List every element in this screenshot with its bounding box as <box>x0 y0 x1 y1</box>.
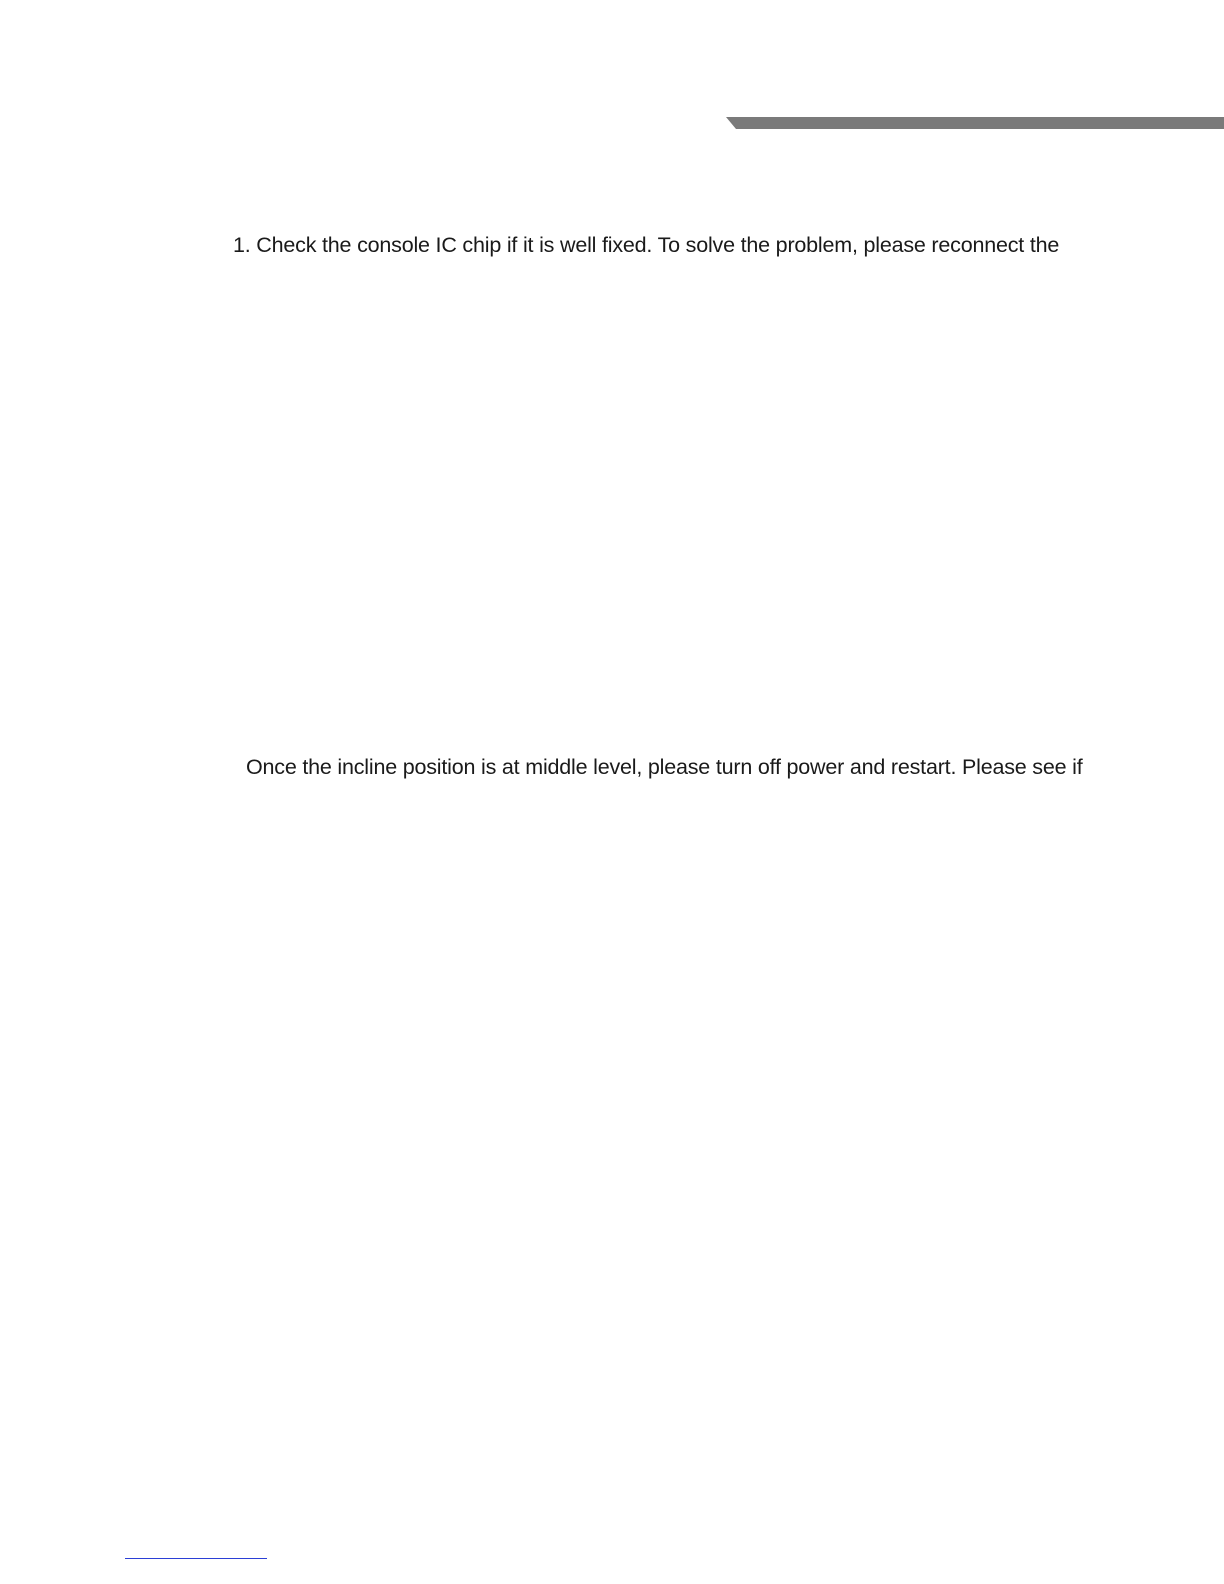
footnote-divider <box>125 1558 267 1559</box>
header-bar-polygon <box>726 117 1224 129</box>
body-text-line-2: Once the incline position is at middle level, please turn off power and restart. Please see if <box>246 755 1083 779</box>
header-decorative-bar <box>726 117 1224 129</box>
body-text-line-1: 1. Check the console IC chip if it is well fixed. To solve the problem, please reconnect the <box>233 233 1060 257</box>
header-bar-shape <box>726 117 1224 129</box>
